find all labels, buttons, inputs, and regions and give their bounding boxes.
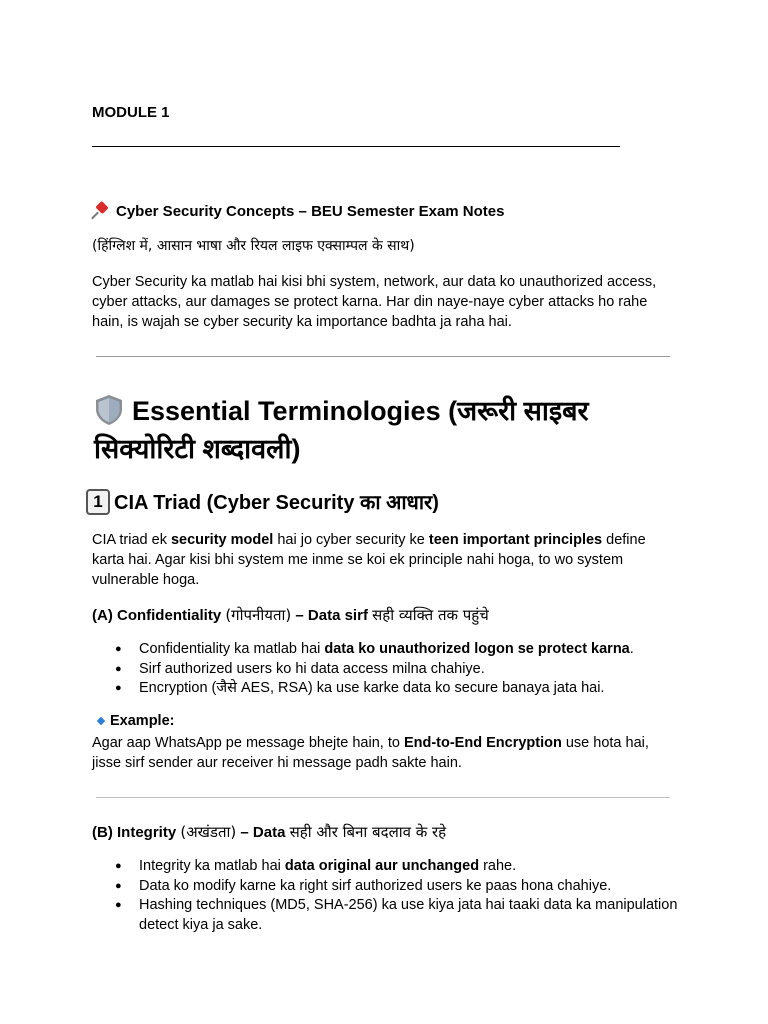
notes-title [92, 202, 504, 220]
bold-run: data ko unauthorized logon se protect karna [324, 641, 630, 657]
cia-triad-heading-text: CIA Triad (Cyber Security का आधार) [114, 492, 439, 514]
bold-run: teen important principles [428, 532, 603, 548]
list-item [139, 857, 679, 877]
text-run: define karta hai. Agar kisi bhi system me inme se koi ek principle nahi hoga, to wo system vulnerable hoga. [92, 532, 646, 588]
bold-run: data original aur unchanged [284, 858, 480, 874]
horizontal-rule [96, 797, 670, 798]
text-run: CIA triad ek [92, 532, 171, 548]
heading-hindi: (गोपनीयता) [225, 606, 292, 624]
text-run: Data ko modify karne ka right sirf authorized users ke paas hona chahiye. [139, 877, 612, 894]
notes-title-text: Cyber Security Concepts – BEU Semester Exam Notes [116, 202, 505, 220]
small-blue-diamond-icon [97, 717, 105, 725]
pushpin-icon [92, 202, 110, 220]
section-heading-terminologies [94, 392, 694, 468]
text-run: rahe. [479, 858, 517, 874]
section-heading-text: Essential Terminologies (जरूरी साइबर सिक्योरिटी शब्दावली) [94, 396, 589, 464]
confidentiality-heading [92, 605, 489, 625]
module-heading: MODULE 1 [92, 104, 170, 121]
cia-triad-heading [86, 488, 439, 515]
text-run: Encryption (जैसे AES, RSA) ka use karke data ko secure banaya jata hai. [139, 680, 605, 696]
example-paragraph [92, 733, 672, 773]
notes-subtitle: (हिंग्लिश में, आसान भाषा और रियल लाइफ एक्साम्पल के साथ) [92, 238, 415, 254]
keycap-one-icon: 1 [86, 489, 110, 515]
text-run: Hashing techniques (MD5, SHA-256) ka use kiya jata hai taaki data ka manipulation detect kiya ja sake. [139, 897, 678, 933]
integrity-heading [92, 822, 446, 842]
shield-icon [94, 394, 124, 426]
heading-hindi: (अखंडता) [180, 823, 237, 841]
example-label [98, 713, 174, 729]
bold-run: End-to-End Encryption [403, 735, 562, 751]
text-run: Sirf authorized users ko hi data access milna chahiye. [139, 660, 485, 677]
text-run: use hota hai, jisse sirf sender aur receiver hi message padh sakte hain. [92, 735, 649, 771]
text-run: . [629, 641, 634, 657]
text-run: Agar aap WhatsApp pe message bhejte hain, to [92, 735, 404, 751]
cia-paragraph [92, 530, 662, 590]
horizontal-rule [96, 356, 670, 357]
list-item [139, 660, 679, 680]
text-run: Integrity ka matlab hai [139, 858, 285, 874]
heading-tail: सही व्यक्ति तक पहुंचे [372, 606, 489, 624]
heading-label: (A) Confidentiality [92, 607, 222, 624]
list-item [139, 877, 679, 897]
heading-tail: सही और बिना बदलाव के रहे [289, 823, 447, 841]
intro-paragraph: Cyber Security ka matlab hai kisi bhi system, network, aur data ko unauthorized access, cyber attacks, aur damages se protect karna. Har din naye-naye cyber attacks ho rahe hain, is wajah se cyber security ka importance badhta ja raha hai. [92, 274, 657, 330]
integrity-list [92, 857, 679, 935]
heading-dash: – Data [236, 824, 290, 841]
heading-dash: – Data sirf [291, 607, 373, 624]
underscore-divider [92, 146, 620, 147]
text-run: Confidentiality ka matlab hai [139, 641, 325, 657]
heading-label: (B) Integrity [92, 824, 177, 841]
bold-run: security model [170, 532, 274, 548]
list-item [139, 896, 679, 935]
list-item [139, 679, 679, 699]
list-item [139, 640, 679, 660]
confidentiality-list [92, 640, 679, 699]
example-label-text: Example: [110, 713, 175, 729]
text-run: hai jo cyber security ke [273, 532, 429, 548]
